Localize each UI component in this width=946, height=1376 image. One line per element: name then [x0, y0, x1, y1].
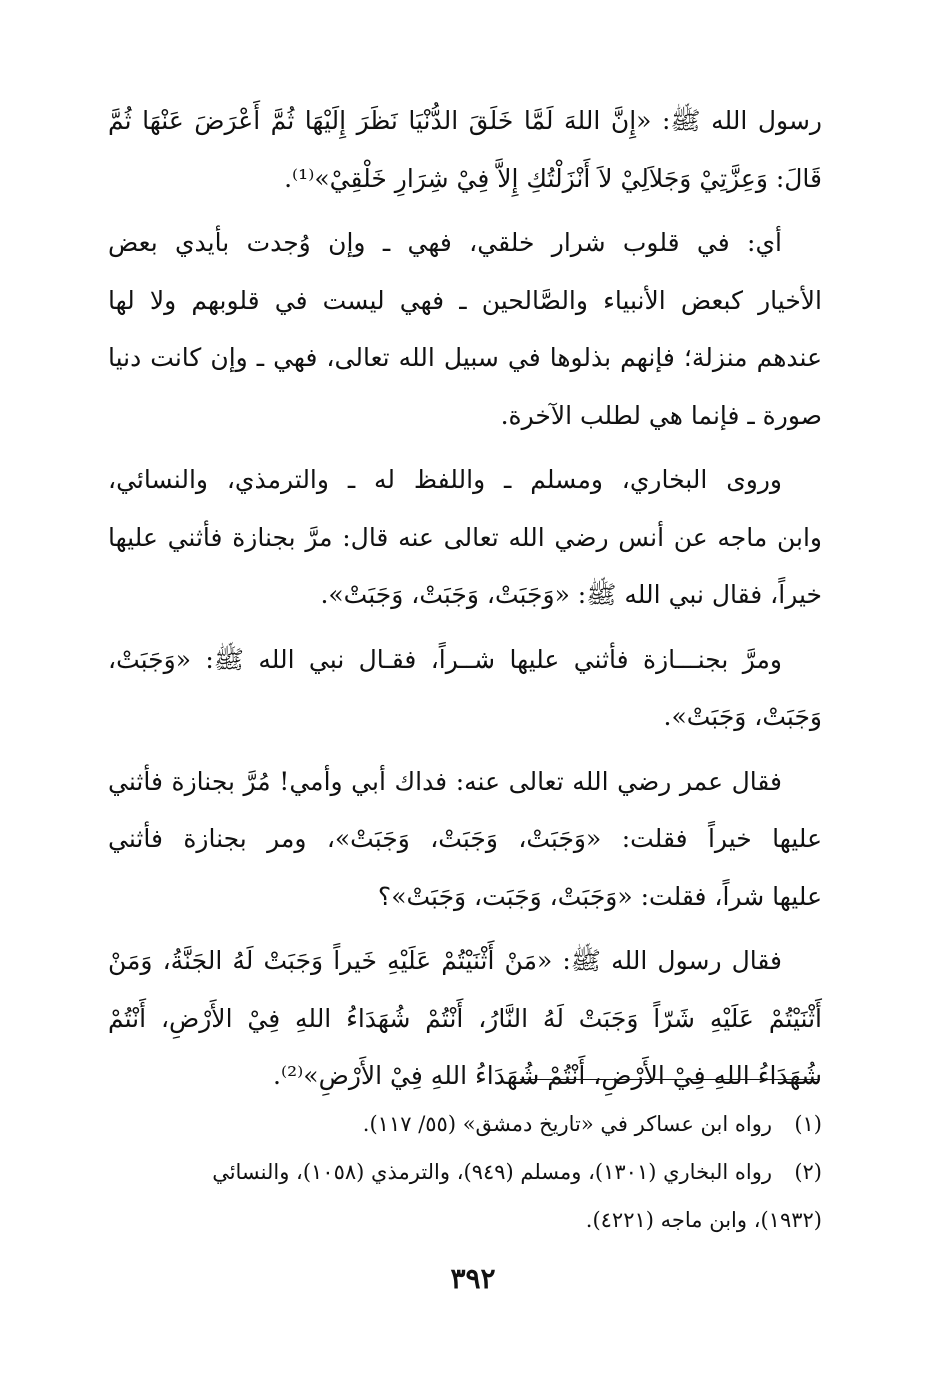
text-line: عندهم منزلة؛ فإنهم بذلوها في سبيل الله تعالى، فهي ـ وإن كانت دنيا [108, 343, 822, 372]
footnote-text: رواه البخاري (١٣٠١)، ومسلم (٩٤٩)، والترمذي (١٠٥٨)، والنسائي [212, 1160, 772, 1184]
footnotes [108, 1100, 822, 1244]
footnote-number: (١) [794, 1112, 822, 1136]
footnote-1 [108, 1100, 822, 1148]
paragraph-2 [108, 214, 822, 444]
footnote-2-continuation [108, 1196, 822, 1244]
paragraph-1 [108, 92, 822, 207]
text-line: أي: في قلوب شرار خلقي، فهي ـ وإن وُجدت بأيدي بعض [108, 228, 782, 257]
text-line: وَجَبَتْ، وَجَبَتْ». [663, 702, 822, 731]
text-line: أَثْنَيْتُمْ عَلَيْهِ شَرّاً وَجَبَتْ لَهُ النَّارُ، أَنْتُمْ شُهَدَاءُ اللهِ فِيْ الأَرْضِ، أَنْتُمْ [108, 1003, 822, 1033]
text-line: عليها شراً، فقلت: «وَجَبَتْ، وَجَبَت، وَجَبَتْ»؟ [377, 881, 822, 911]
text-line: الأخيار كبعض الأنبياء والصَّالحين ـ فهي ليست في قلوبهم ولا لها [108, 285, 822, 315]
main-text [108, 92, 822, 1112]
footnote-2 [108, 1148, 822, 1196]
text-line: وابن ماجه عن أنس رضي الله تعالى عنه قال: مرَّ بجنازة فأثني عليها [108, 522, 822, 552]
text-line: قَالَ: وَعِزَّتِيْ وَجَلاَلِيْ لاَ أَنْزَلْتُكِ إِلاَّ فِيْ شِرَارِ خَلْقِيْ»⁽¹⁾. [284, 163, 822, 193]
text-line: خيراً، فقال نبي الله ﷺ: «وَجَبَتْ، وَجَبَتْ، وَجَبَتْ». [320, 580, 822, 609]
paragraph-4 [108, 631, 822, 746]
paragraph-5 [108, 753, 822, 926]
text-line: صورة ـ فإنما هي لطلب الآخرة. [500, 400, 822, 430]
footnote-text: (١٩٣٢)، وابن ماجه (٤٢٢١). [585, 1208, 822, 1232]
footnote-number: (٢) [794, 1160, 822, 1184]
footnote-text: رواه ابن عساكر في «تاريخ دمشق» (٥٥/ ١١٧). [362, 1112, 772, 1136]
text-line: رسول الله ﷺ: «إِنَّ اللهَ لَمَّا خَلَقَ الدُّنْيَا نَظَرَ إِلَيْهَا ثُمَّ أَعْرَضَ عَنْهَا ثُمَّ [108, 106, 822, 135]
text-line: ومرَّ بجنـــازة فأثني عليها شــراً، فقـال نبي الله ﷺ: «وَجَبَتْ، [108, 644, 782, 674]
text-line: فقال رسول الله ﷺ: «مَنْ أَثْنَيْتُمْ عَلَيْهِ خَيراً وَجَبَتْ لَهُ الجَنَّةُ، وَمَنْ [108, 946, 782, 975]
paragraph-3 [108, 451, 822, 624]
footnote-divider [520, 1079, 820, 1080]
text-line: فقال عمر رضي الله تعالى عنه: فداك أبي وأمي! مُرَّ بجنازة فأثني [108, 766, 782, 796]
text-line: شُهَدَاءُ اللهِ فِيْ الأَرْضِ، أَنْتُمْ شُهَدَاءُ اللهِ فِيْ الأَرْضِ»⁽²⁾. [273, 1061, 822, 1090]
text-line: عليها خيراً فقلت: «وَجَبَتْ، وَجَبَتْ، وَجَبَتْ»، ومر بجنازة فأثني [108, 824, 822, 853]
page-number: ٣٩٢ [450, 1262, 496, 1295]
text-line: وروى البخاري، ومسلم ـ واللفظ له ـ والترمذي، والنسائي، [108, 465, 782, 494]
